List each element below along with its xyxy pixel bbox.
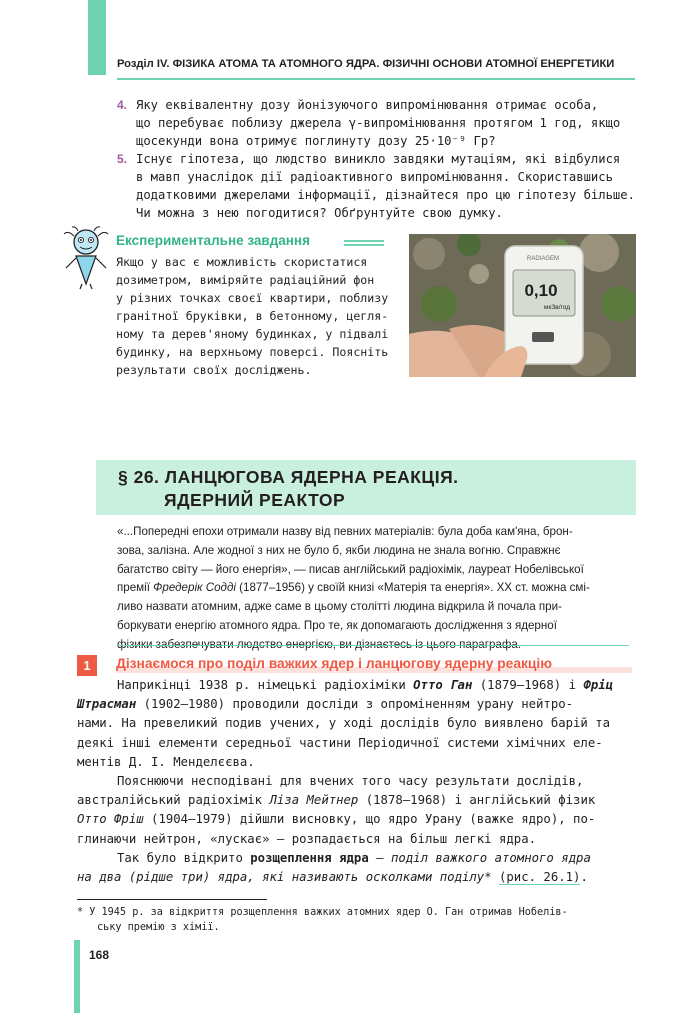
term-definition: поділ важкого атомного ядра [390, 850, 591, 865]
section-title-line: ЯДЕРНИЙ РЕАКТОР [164, 490, 346, 510]
intro-line: зова, залізна. Але жодної з них не було б, якби людина не знала вогню. Справжнє [117, 543, 561, 557]
footnote-line: ську премію з хімії. [97, 922, 220, 933]
section-title [118, 466, 459, 512]
subsection-number: 1 [77, 655, 97, 676]
person-name: Фріц [583, 678, 614, 692]
question-line: Існує гіпотеза, що людство виникло завдяки мутаціям, які відбулися [136, 152, 621, 166]
body-line [77, 695, 633, 714]
experiment-title-decoration [344, 240, 384, 242]
body-text-span: (1879–1968) і [472, 678, 584, 692]
dosimeter-reading: 0,10 [524, 281, 558, 300]
question-number: 4. [117, 98, 128, 112]
dosimeter-photo [409, 234, 636, 377]
experiment-line: будинку, на верхньому поверсі. Поясніть [116, 345, 389, 359]
footnote-rule [77, 899, 267, 900]
question-line: додатковими джерелами інформації, дізнайтеся про цю гіпотезу більше. [136, 188, 635, 202]
body-line: нами. На превеликий подив учених, у ході дослідів було виявлено барій та [77, 716, 611, 731]
body-line [77, 868, 633, 887]
person-name: Штрасман [77, 697, 137, 712]
footnote-line: * У 1945 р. за відкриття розщеплення важких атомних ядер О. Ган отримав Нобелів- [77, 907, 568, 918]
body-text-span: Наприкінці 1938 р. німецькі радіохіміки [117, 678, 414, 692]
body-line [77, 849, 633, 868]
body-text-span: — [368, 850, 391, 865]
body-text-span: (1902–1980) проводили досліди з опроміненням урану нейтро- [136, 697, 574, 712]
person-name: Фредерік Содді [153, 581, 236, 595]
question-line: Яку еквівалентну дозу йонізуючого випромінювання отримає особа, [136, 98, 599, 112]
experiment-line: дозиметром, виміряйте радіаційний фон [116, 273, 375, 287]
footnote [77, 905, 633, 935]
experiment-line: ному та дерев'яному будинках, у підвалі [116, 327, 389, 341]
dosimeter-brand: RADIAGEM [526, 256, 560, 262]
intro-text: (1877–1956) у своїй книзі «Матерія та енергія». XX ст. можна смі- [235, 581, 590, 595]
intro-text: премії [117, 581, 154, 595]
header-rule [117, 78, 635, 80]
body-line: ментів Д. І. Менделєєва. [77, 754, 255, 769]
question-text [136, 150, 636, 222]
figure-reference-link[interactable]: (рис. 26.1) [499, 870, 581, 885]
person-name: Ліза Мейтнер [269, 793, 359, 808]
term-definition: на два (рідше три) ядра, які називають осколками поділу [77, 870, 485, 885]
experiment-text [116, 253, 396, 379]
body-text-span: . [580, 870, 588, 885]
body-line: Пояснюючи несподівані для вчених того часу результати дослідів, [117, 774, 584, 789]
body-text-span: (1878–1968) і англійський фізик [358, 793, 596, 808]
intro-rule [117, 645, 629, 646]
question-line: що перебуває поблизу джерела γ-випромінювання протягом 1 год, якщо [136, 116, 621, 130]
experiment-line: гранітної бруківки, в бетонному, цегля- [116, 309, 389, 323]
section-title-line: § 26. ЛАНЦЮГОВА ЯДЕРНА РЕАКЦІЯ. [118, 467, 459, 487]
intro-line [117, 579, 629, 598]
body-text-span: австралійський радіохімік [77, 793, 270, 808]
experiment-title: Експериментальне завдання [116, 233, 310, 248]
section-intro [117, 523, 629, 655]
question-text [136, 96, 636, 150]
chapter-header: Розділ IV. ФІЗИКА АТОМА ТА АТОМНОГО ЯДРА. ФІЗИЧНІ ОСНОВИ АТОМНОЇ ЕНЕРГЕТИКИ [117, 58, 615, 70]
question-line: Чи можна з нею погодитися? Обґрунтуйте свою думку. [136, 206, 503, 220]
body-text-span: Так було відкрито [117, 850, 251, 865]
page-number: 168 [89, 948, 110, 962]
intro-line: багатство світу — його енергія», — писав англійський радіохімік, лауреат Нобелівської [117, 562, 584, 576]
intro-line: «...Попередні епохи отримали назву від певних матеріалів: була доба кам'яна, брон- [117, 525, 573, 538]
body-text [77, 676, 633, 887]
subsection-title: Дізнаємося про поділ важких ядер і ланцюгову ядерну реакцію [116, 656, 553, 671]
person-name: Отто Ган [413, 678, 473, 692]
body-line [77, 676, 633, 695]
bottom-accent-bar [74, 940, 80, 1013]
intro-line: боркувати енергію атомного ядра. Про те, як допомагають дослідження з ядерної [117, 618, 557, 632]
experiment-line: Якщо у вас є можливість скористатися [116, 255, 368, 269]
top-accent-bar [88, 0, 106, 75]
question-number: 5. [117, 152, 128, 166]
dosimeter-unit: мкЗв/год [544, 304, 570, 311]
question-line: щосекунди вона отримує поглинуту дозу 25·10⁻⁹ Гр? [136, 134, 496, 148]
body-line [77, 810, 633, 829]
question-line: в мавп унаслідок дії радіоактивного випромінювання. Скориставшись [136, 170, 613, 184]
body-line: деякі інші елементи середньої частини Періодичної системи хімічних еле- [77, 735, 603, 750]
intro-line: ливо назвати атомним, адже саме в цьому столітті людина відкрила й почала при- [117, 600, 562, 614]
key-term: розщеплення ядра [250, 850, 369, 865]
body-text-span: (1904–1979) дійшли висновку, що ядро Урану (важке ядро), по- [143, 812, 596, 827]
person-name: Отто Фріш [77, 812, 144, 827]
experiment-mascot-icon [60, 226, 112, 290]
body-line [77, 791, 633, 810]
body-line: глинаючи нейтрон, «лускає» — розпадається на більш легкі ядра. [77, 831, 537, 846]
experiment-line: результати своїх досліджень. [116, 363, 312, 377]
body-text-span: * [484, 870, 499, 885]
experiment-line: у різних точках своєї квартири, поблизу [116, 291, 389, 305]
